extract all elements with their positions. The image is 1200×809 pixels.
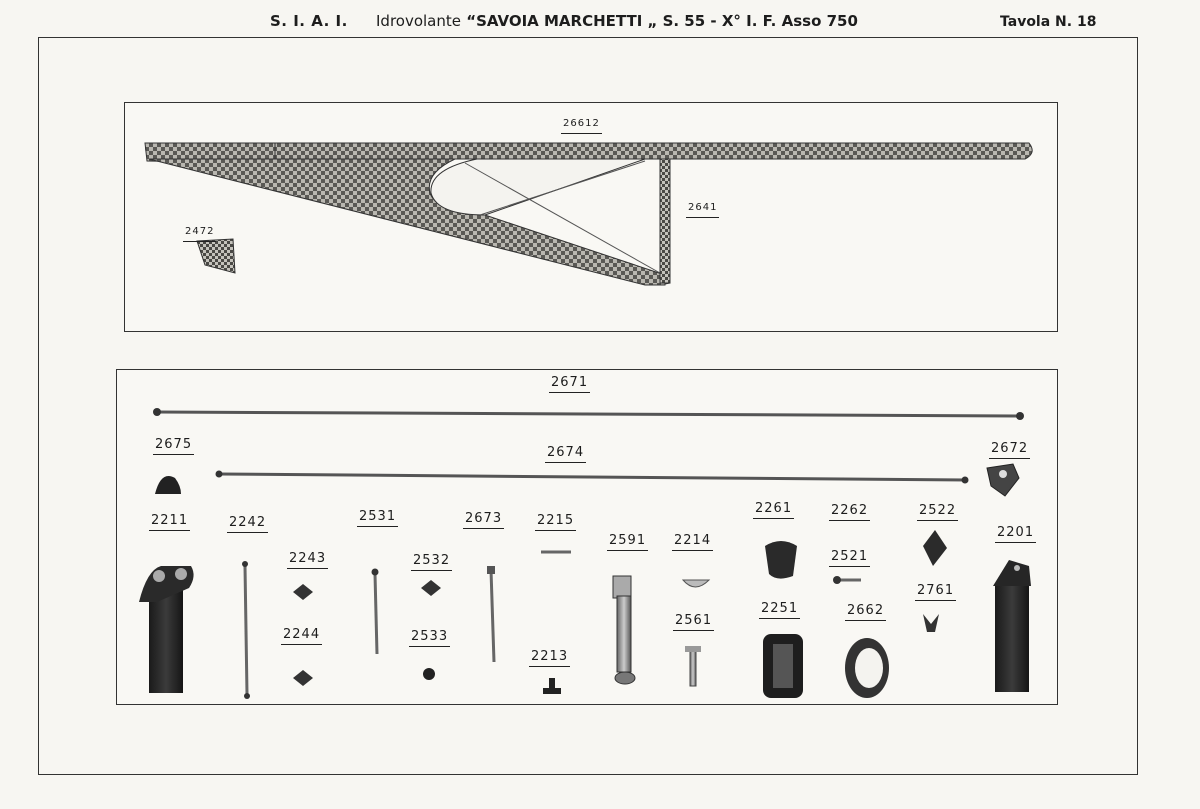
label-2671: 2671 xyxy=(549,376,590,393)
label-2591: 2591 xyxy=(607,534,648,551)
part-2662 xyxy=(845,638,889,698)
part-2591 xyxy=(613,576,635,684)
part-2472 xyxy=(197,239,235,273)
label-2522: 2522 xyxy=(917,504,958,521)
title-main: “SAVOIA MARCHETTI „ S. 55 - X° I. F. Asso 750 xyxy=(466,12,858,30)
label-2242: 2242 xyxy=(227,516,268,533)
label-2262: 2262 xyxy=(829,504,870,521)
part-2533 xyxy=(423,668,435,680)
label-2561: 2561 xyxy=(673,614,714,631)
part-2761 xyxy=(923,614,939,632)
part-2214 xyxy=(683,580,709,587)
label-2251: 2251 xyxy=(759,602,800,619)
part-2673 xyxy=(487,566,495,662)
part-2242 xyxy=(242,561,250,699)
label-2521: 2521 xyxy=(829,550,870,567)
part-2532 xyxy=(421,580,441,596)
part-2244 xyxy=(293,670,313,686)
label-26612: 26612 xyxy=(561,117,602,134)
part-2531 xyxy=(372,569,379,655)
label-2211: 2211 xyxy=(149,514,190,531)
label-2761: 2761 xyxy=(915,584,956,601)
float-strut-drawing xyxy=(125,103,1059,333)
part-2521 xyxy=(833,576,861,584)
label-2243: 2243 xyxy=(287,552,328,569)
page-header xyxy=(0,12,1200,36)
label-2215: 2215 xyxy=(535,514,576,531)
label-2201: 2201 xyxy=(995,526,1036,543)
part-2251 xyxy=(763,634,803,698)
title-prefix: Idrovolante xyxy=(376,12,461,30)
part-2674-rod xyxy=(216,471,969,484)
vertical-post xyxy=(660,159,670,283)
label-2662: 2662 xyxy=(845,604,886,621)
parts-drawing xyxy=(117,370,1059,706)
label-2674: 2674 xyxy=(545,446,586,463)
part-2261 xyxy=(765,541,797,579)
label-2213: 2213 xyxy=(529,650,570,667)
parts-photo-panel xyxy=(116,369,1058,705)
plate-number: Tavola N. 18 xyxy=(1000,14,1097,30)
part-2672 xyxy=(987,464,1019,496)
label-2641: 2641 xyxy=(686,201,719,218)
part-2211 xyxy=(139,566,194,693)
float-strut-photo-panel xyxy=(124,102,1058,332)
strut-beam xyxy=(146,143,1033,159)
label-2244: 2244 xyxy=(281,628,322,645)
part-2522 xyxy=(923,530,947,566)
label-2261: 2261 xyxy=(753,502,794,519)
label-2672: 2672 xyxy=(989,442,1030,459)
part-2213 xyxy=(543,678,561,694)
part-2561 xyxy=(685,646,701,686)
label-2673: 2673 xyxy=(463,512,504,529)
document-title xyxy=(376,12,858,30)
label-2214: 2214 xyxy=(672,534,713,551)
label-2472: 2472 xyxy=(183,225,216,242)
label-2533: 2533 xyxy=(409,630,450,647)
part-2675 xyxy=(155,476,181,494)
label-2531: 2531 xyxy=(357,510,398,527)
company-name: S. I. A. I. xyxy=(270,12,348,30)
frame-opening xyxy=(431,159,645,215)
label-2532: 2532 xyxy=(411,554,452,571)
part-2243 xyxy=(293,584,313,600)
part-2671-rod xyxy=(153,408,1024,420)
label-2675: 2675 xyxy=(153,438,194,455)
part-2201 xyxy=(993,560,1031,692)
